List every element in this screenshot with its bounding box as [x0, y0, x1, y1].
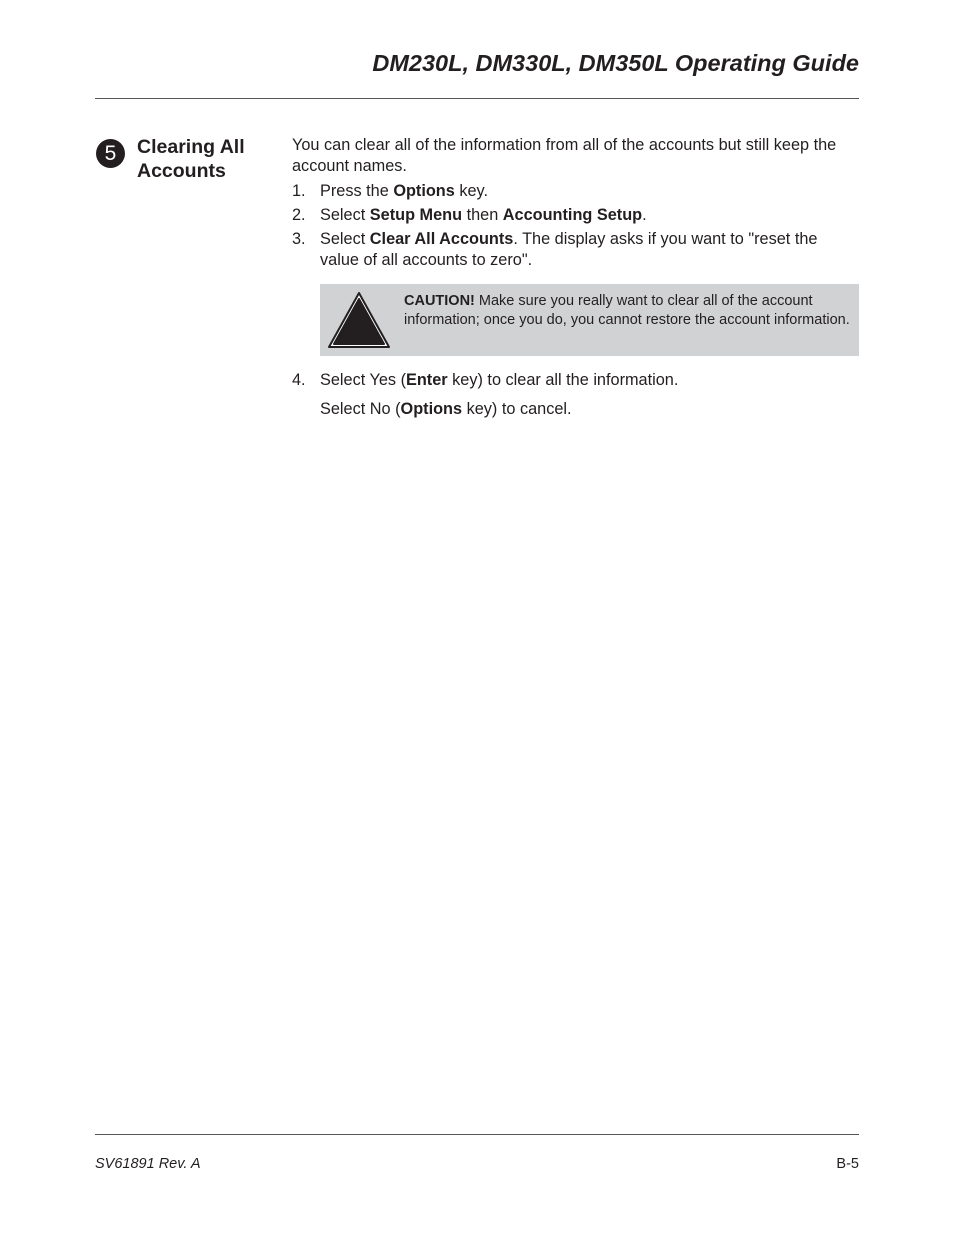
- step-number: 2.: [292, 206, 306, 224]
- step-text: Press the Options key.: [320, 182, 488, 200]
- intro-paragraph: You can clear all of the information from all of the accounts but still keep the account names.: [292, 136, 837, 175]
- step-number: 1.: [292, 182, 306, 200]
- document-title: DM230L, DM330L, DM350L Operating Guide: [372, 50, 859, 76]
- step-3: [292, 229, 832, 270]
- caution-text: CAUTION! Make sure you really want to clear all of the account information; once you do, you cannot restore the account information.: [404, 293, 850, 329]
- section-heading: Clearing All Accounts: [137, 136, 245, 182]
- section-number-badge: 5: [96, 139, 125, 168]
- step-list: [292, 181, 832, 274]
- step-4-alternative: Select No (Options key) to cancel.: [320, 399, 572, 418]
- step-list-continued: [292, 370, 832, 419]
- step-text: Select Clear All Accounts. The display asks if you want to "reset the value of all accounts to zero".: [320, 230, 818, 269]
- step-2: [292, 205, 832, 226]
- caution-box: [320, 284, 859, 356]
- step-text: Select Yes (Enter key) to clear all the information.: [320, 371, 679, 389]
- footer-page-number: B-5: [836, 1156, 859, 1172]
- step-text: Select Setup Menu then Accounting Setup.: [320, 206, 647, 224]
- footer-doc-number: SV61891 Rev. A: [95, 1156, 201, 1172]
- step-number: 4.: [292, 371, 306, 389]
- step-4: [292, 370, 832, 391]
- step-1: [292, 181, 832, 202]
- footer-divider: [95, 1134, 859, 1135]
- warning-triangle-icon: [326, 290, 392, 350]
- header-divider: [95, 98, 859, 99]
- caution-label: CAUTION!: [404, 293, 475, 309]
- step-number: 3.: [292, 230, 306, 248]
